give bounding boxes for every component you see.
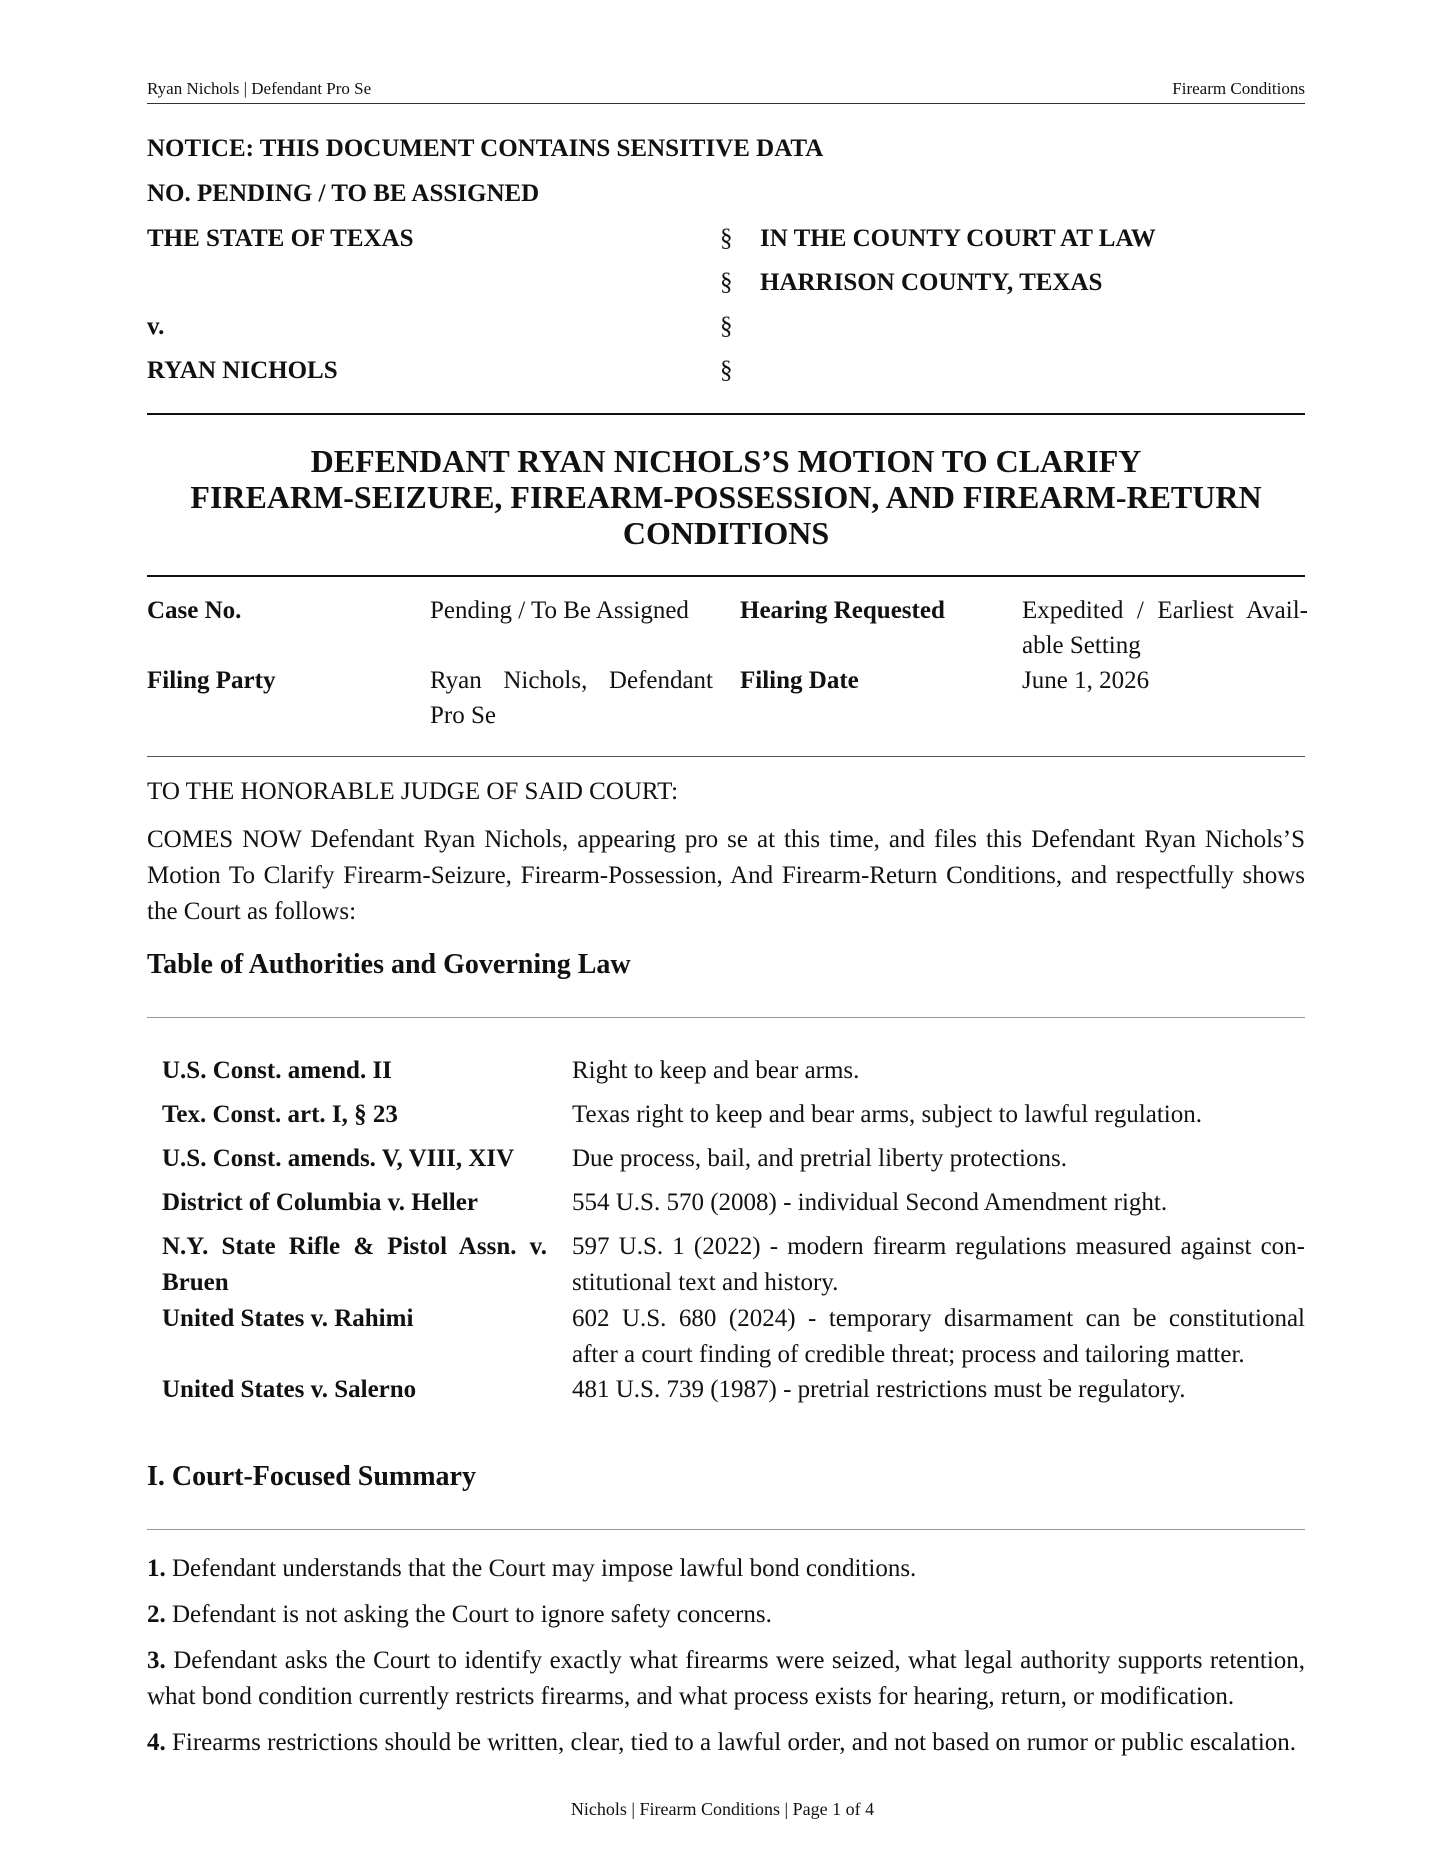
sensitive-data-notice: NOTICE: THIS DOCUMENT CONTAINS SENSITIVE DATA [147, 135, 824, 162]
section-symbol: § [720, 313, 733, 340]
summary-item [147, 1725, 1312, 1761]
authority-name-line: Bruen [162, 1269, 229, 1296]
caption-party: RYAN NICHOLS [147, 357, 338, 384]
summary-item [147, 1597, 1305, 1633]
filing-party-value [430, 663, 713, 733]
summary-item-line [147, 1643, 1305, 1679]
authority-description [572, 1229, 1305, 1301]
summary-item [147, 1551, 1305, 1587]
summary-item-line: what bond condition currently restricts firearms, and what process exists for hearing, return, or modification. [147, 1683, 1235, 1710]
summary-item-text: Defendant is not asking the Court to ignore safety concerns. [172, 1601, 772, 1628]
title-divider [147, 575, 1305, 577]
authority-name [162, 1229, 547, 1301]
case-info-divider [147, 756, 1305, 757]
summary-item-number: 3. [147, 1647, 166, 1674]
caption-row [147, 357, 1305, 387]
summary-item-number: 1. [147, 1555, 166, 1582]
intro-line: COMES NOW Defendant Ryan Nichols, appearing pro se at this time, and files this Defendant Ryan Nichols’S [147, 826, 1305, 853]
section-symbol: § [720, 225, 733, 252]
salutation: TO THE HONORABLE JUDGE OF SAID COURT: [147, 778, 679, 805]
summary-heading: I. Court-Focused Summary [147, 1461, 476, 1492]
intro-line: Motion To Clarify Firearm-Seizure, Firearm-Possession, And Firearm-Return Conditions, and respectfully shows [147, 862, 1305, 889]
hearing-value-line: Expedited / Earliest Avail- [1022, 597, 1308, 624]
hearing-requested-label: Hearing Requested [740, 597, 945, 624]
authority-desc-line: 597 U.S. 1 (2022) - modern firearm regulations measured against con- [572, 1233, 1305, 1260]
intro-line: the Court as follows: [147, 898, 357, 925]
authority-name: U.S. Const. amends. V, VIII, XIV [162, 1145, 515, 1172]
title-line: CONDITIONS [622, 515, 830, 551]
summary-item-text: Firearms restrictions should be written, clear, tied to a lawful order, and not based on rumor or public escalation. [172, 1729, 1297, 1756]
authority-description: 481 U.S. 739 (1987) - pretrial restrictions must be regulatory. [572, 1376, 1186, 1403]
authority-desc-line: after a court finding of credible threat; process and tailoring matter. [572, 1341, 1245, 1368]
authority-description: 554 U.S. 570 (2008) - individual Second Amendment right. [572, 1189, 1168, 1216]
filing-party-label: Filing Party [147, 667, 276, 694]
filing-party-line: Ryan Nichols, Defendant [430, 667, 713, 694]
running-header-left: Ryan Nichols | Defendant Pro Se [147, 79, 372, 98]
hearing-requested-value [1022, 593, 1308, 663]
authority-desc-line: 602 U.S. 680 (2024) - temporary disarmament can be constitutional [572, 1305, 1305, 1332]
summary-item-number: 4. [147, 1729, 166, 1756]
authority-name: District of Columbia v. Heller [162, 1189, 478, 1216]
summary-divider [147, 1529, 1305, 1530]
authorities-divider [147, 1017, 1305, 1018]
filing-party-line: Pro Se [430, 702, 496, 729]
summary-item-text: Defendant asks the Court to identify exactly what firearms were seized, what legal authority supports retention, [173, 1647, 1306, 1674]
authority-name-line: N.Y. State Rifle & Pistol Assn. v. [162, 1233, 547, 1260]
summary-item-number: 2. [147, 1601, 166, 1628]
authority-desc-line: stitutional text and history. [572, 1269, 839, 1296]
section-symbol: § [720, 357, 733, 384]
running-header-right: Firearm Conditions [1172, 79, 1305, 98]
intro-paragraph [147, 822, 1305, 930]
motion-title [147, 443, 1305, 551]
authority-description [572, 1301, 1305, 1373]
caption-court: HARRISON COUNTY, TEXAS [760, 269, 1103, 296]
authority-description: Texas right to keep and bear arms, subject to lawful regulation. [572, 1101, 1202, 1128]
caption-court: IN THE COUNTY COURT AT LAW [760, 225, 1156, 252]
caption-row [147, 225, 1305, 255]
title-line: FIREARM-SEIZURE, FIREARM-POSSESSION, AND FIREARM-RETURN [190, 479, 1262, 515]
caption-row [147, 313, 1305, 343]
page-footer: Nichols | Firearm Conditions | Page 1 of 4 [570, 1799, 875, 1819]
caption-row [147, 269, 1305, 299]
summary-item [147, 1643, 1305, 1715]
section-symbol: § [720, 269, 733, 296]
filing-date-label: Filing Date [740, 667, 859, 694]
title-line: DEFENDANT RYAN NICHOLS’S MOTION TO CLARIFY [310, 443, 1142, 479]
cause-number: NO. PENDING / TO BE ASSIGNED [147, 180, 540, 207]
authority-name: Tex. Const. art. I, § 23 [162, 1101, 398, 1128]
authority-name: United States v. Salerno [162, 1376, 417, 1403]
caption-party: v. [147, 313, 165, 340]
filing-date-value: June 1, 2026 [1022, 667, 1150, 694]
authority-name: U.S. Const. amend. II [162, 1057, 392, 1084]
authority-description: Due process, bail, and pretrial liberty protections. [572, 1145, 1067, 1172]
hearing-value-line: able Setting [1022, 632, 1141, 659]
authorities-heading: Table of Authorities and Governing Law [147, 949, 631, 980]
running-header [147, 79, 1305, 104]
caption-divider [147, 413, 1305, 415]
authority-description: Right to keep and bear arms. [572, 1057, 860, 1084]
caption-party: THE STATE OF TEXAS [147, 225, 414, 252]
summary-item-text: Defendant understands that the Court may impose lawful bond conditions. [172, 1555, 917, 1582]
case-no-value: Pending / To Be Assigned [430, 597, 689, 624]
case-no-label: Case No. [147, 597, 242, 624]
authority-name: United States v. Rahimi [162, 1305, 414, 1332]
